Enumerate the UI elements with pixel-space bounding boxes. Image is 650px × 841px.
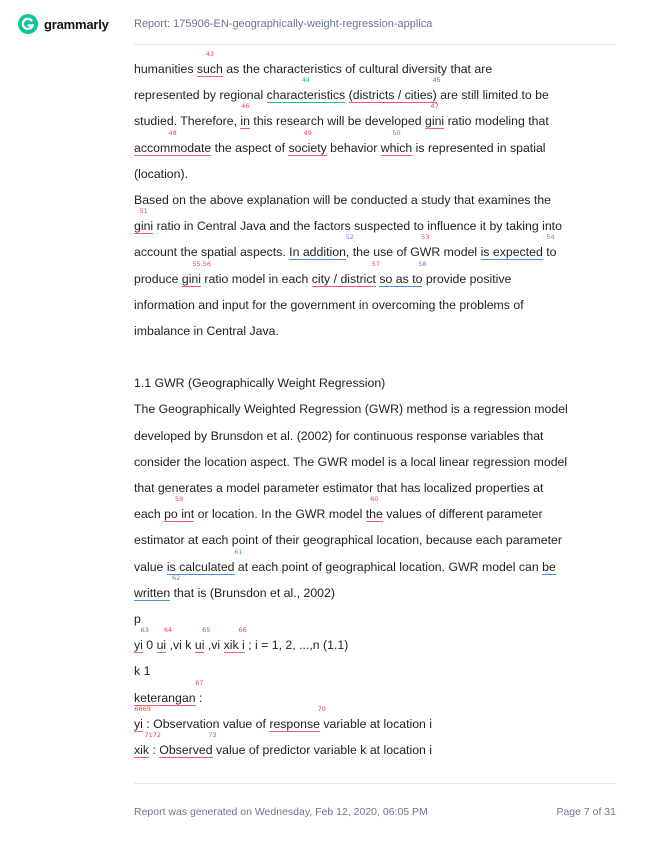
text-run: at each point of geographical location. GWR model can xyxy=(234,559,543,574)
text-line xyxy=(134,102,618,134)
text-run: : xyxy=(195,690,203,705)
header-divider xyxy=(134,44,616,45)
text-run: studied. Therefore, xyxy=(134,114,241,129)
flagged-word[interactable] xyxy=(134,678,204,706)
flagged-word[interactable] xyxy=(425,102,445,129)
text-run: each xyxy=(134,507,165,522)
flagged-word[interactable] xyxy=(365,495,383,522)
suggestion-marker: 70 xyxy=(317,704,326,713)
flagged-word[interactable] xyxy=(289,233,354,260)
text-run: : xyxy=(149,743,160,758)
flagged-text: (districts / cities) xyxy=(348,88,437,103)
flagged-text: so as to xyxy=(379,271,423,286)
text-line xyxy=(134,704,618,740)
suggestion-marker: 47 xyxy=(430,102,439,111)
page-number: Page 7 of 31 xyxy=(556,806,616,818)
flagged-text: gini xyxy=(425,114,445,129)
flagged-word[interactable] xyxy=(134,704,151,732)
flagged-text: yi xyxy=(134,638,143,653)
flagged-text: GWR xyxy=(410,245,441,260)
text-line xyxy=(134,259,618,292)
flagged-text: xik xyxy=(134,743,150,758)
suggestion-marker: 63 xyxy=(140,626,149,635)
flagged-text: is expected xyxy=(480,245,543,260)
flagged-word[interactable] xyxy=(410,233,441,260)
flagged-word[interactable] xyxy=(223,626,247,653)
text-line xyxy=(134,495,618,527)
flagged-word[interactable] xyxy=(240,102,250,129)
text-run: value of predictor variable k at location i xyxy=(212,743,433,758)
suggestion-marker: 66 xyxy=(238,626,247,635)
text-line: estimator at each point of their geographical location, because each parameter xyxy=(134,533,562,548)
grammarly-g-icon xyxy=(18,14,38,34)
flagged-text: gini xyxy=(181,271,202,286)
suggestion-marker: 49 xyxy=(303,128,312,137)
footer-divider xyxy=(134,783,616,784)
flagged-word[interactable] xyxy=(380,128,413,156)
text-run: account the spatial aspects. xyxy=(134,245,290,260)
text-line xyxy=(134,547,618,580)
suggestion-marker: 64 xyxy=(163,626,173,635)
suggestion-marker: 61 xyxy=(234,547,243,556)
report-generated-date: Report was generated on Wednesday, Feb 12, 2020, 06:05 PM xyxy=(134,806,428,818)
flagged-word[interactable] xyxy=(266,76,346,103)
suggestion-marker: 55,56 xyxy=(192,259,212,268)
text-run: behavior xyxy=(326,140,381,155)
flagged-word[interactable] xyxy=(288,128,327,156)
text-line xyxy=(134,731,618,763)
text-run: : Observation value of xyxy=(142,716,270,731)
flagged-word[interactable] xyxy=(181,259,212,287)
text-run: values of different parameter xyxy=(382,507,543,522)
text-run: this research will be developed xyxy=(250,114,425,129)
flagged-text: characteristics xyxy=(266,88,346,103)
text-line: information and input for the government in overcoming the problems of xyxy=(134,297,524,312)
text-run: is represented in spatial xyxy=(412,140,546,155)
text-run: to xyxy=(542,245,557,260)
text-line xyxy=(134,50,618,85)
flagged-text: po int xyxy=(164,507,195,522)
flagged-word[interactable] xyxy=(542,560,556,575)
flagged-word[interactable] xyxy=(196,50,223,77)
text-run: 0 xyxy=(142,638,157,653)
flagged-text: which xyxy=(380,140,413,155)
suggestion-marker: 53 xyxy=(421,233,430,242)
suggestion-marker: 60 xyxy=(370,495,379,504)
formula-line: p xyxy=(134,612,141,627)
text-run: ,vi k xyxy=(166,638,195,653)
flagged-word[interactable] xyxy=(194,626,211,653)
section-heading: 1.1 GWR (Geographically Weight Regression) xyxy=(134,376,386,391)
flagged-word[interactable] xyxy=(164,495,195,522)
flagged-text: Observed xyxy=(159,743,213,758)
flagged-word[interactable] xyxy=(269,704,326,732)
paragraph-gap xyxy=(134,344,618,370)
suggestion-marker: 52 xyxy=(345,233,354,242)
text-run: or location. In the GWR model xyxy=(194,507,366,522)
flagged-text: yi xyxy=(134,716,143,731)
text-line: that generates a model parameter estimator that has localized properties at xyxy=(134,481,544,496)
flagged-word[interactable] xyxy=(166,547,243,575)
flagged-word[interactable] xyxy=(134,731,162,758)
text-run: ; i = 1, 2, ...,n (1.1) xyxy=(244,638,349,653)
suggestion-marker: 57 xyxy=(371,259,380,268)
text-run: that is (Brunsdon et al., 2002) xyxy=(170,585,335,600)
flagged-word[interactable] xyxy=(159,731,217,758)
text-run: ,vi xyxy=(204,638,224,653)
text-run: as the characteristics of cultural diversity that are xyxy=(222,62,493,76)
suggestion-marker: 58 xyxy=(418,259,427,268)
flagged-text: such xyxy=(196,62,223,76)
flagged-word[interactable] xyxy=(311,259,380,287)
text-run: variable at location i xyxy=(319,716,433,731)
flagged-text: ui xyxy=(194,638,205,653)
flagged-word[interactable] xyxy=(379,259,427,287)
flagged-word[interactable] xyxy=(134,207,154,234)
flagged-text: xik i xyxy=(223,638,245,653)
report-title: Report: 175906-EN-geographically-weight-regression-applica xyxy=(134,18,433,30)
text-line: The Geographically Weighted Regression (GWR) method is a regression model xyxy=(134,402,568,417)
flagged-text: keterangan xyxy=(134,690,196,705)
flagged-text: city / district xyxy=(311,271,376,286)
suggestion-marker: 50 xyxy=(392,128,401,137)
suggestion-marker: 6869 xyxy=(134,704,151,713)
text-line: consider the location aspect. The GWR model is a local linear regression model xyxy=(134,454,568,469)
text-run: value xyxy=(134,559,167,574)
flagged-text: accommodate xyxy=(134,140,212,155)
suggestion-marker: 43 xyxy=(205,50,215,58)
suggestion-marker: 51 xyxy=(139,207,148,216)
text-line xyxy=(134,573,618,606)
text-run: ratio modeling that xyxy=(444,114,549,129)
suggestion-marker: 59 xyxy=(175,495,184,504)
text-run: represented by regional xyxy=(134,88,267,103)
suggestion-marker: 54 xyxy=(546,233,555,242)
text-run: , the use of xyxy=(345,245,411,260)
formula-line: k 1 xyxy=(134,664,151,679)
flagged-text: In addition xyxy=(289,245,346,260)
text-line xyxy=(134,128,618,161)
report-header xyxy=(0,0,650,48)
text-line: imbalance in Central Java. xyxy=(134,324,279,339)
text-run: ratio model in each xyxy=(201,271,312,286)
flagged-word[interactable] xyxy=(134,128,212,156)
text-run: model xyxy=(440,245,481,260)
text-run: ratio in Central Java and the factors suspected to influence it by taking into xyxy=(153,219,562,234)
text-run: produce xyxy=(134,271,182,286)
suggestion-marker: 67 xyxy=(195,678,204,687)
flagged-text: gini xyxy=(134,219,154,234)
suggestion-marker: 65 xyxy=(202,626,211,635)
flagged-word[interactable] xyxy=(134,573,181,601)
suggestion-marker: 44 xyxy=(301,76,311,85)
suggestion-marker: 48 xyxy=(168,128,177,137)
flagged-text: society xyxy=(288,140,327,155)
text-line xyxy=(134,76,618,111)
brand-name: grammarly xyxy=(44,16,109,32)
text-line xyxy=(134,678,618,711)
flagged-text: response xyxy=(269,716,320,731)
text-line: developed by Brunsdon et al. (2002) for continuous response variables that xyxy=(134,428,544,443)
text-line: Based on the above explanation will be conducted a study that examines the xyxy=(134,193,552,208)
flagged-text: in xyxy=(240,114,250,129)
text-run: the aspect of xyxy=(211,140,289,155)
grammarly-logo xyxy=(18,14,109,34)
text-run: humanities xyxy=(134,62,197,76)
flagged-text: is calculated xyxy=(166,559,235,574)
suggestion-marker: 7172 xyxy=(144,731,162,740)
text-run: provide positive xyxy=(422,271,512,286)
flagged-word[interactable] xyxy=(348,76,441,103)
text-line: (location). xyxy=(134,166,188,181)
flagged-text: be xyxy=(542,559,556,574)
suggestion-marker: 73 xyxy=(208,731,217,740)
document-body xyxy=(134,50,618,763)
flagged-word[interactable] xyxy=(134,626,149,653)
flagged-word[interactable] xyxy=(156,626,173,653)
formula-line xyxy=(134,626,618,658)
suggestion-marker: 46 xyxy=(241,102,250,111)
text-run: are still limited to be xyxy=(436,88,549,103)
suggestion-marker: 45 xyxy=(432,76,441,85)
flagged-text: the xyxy=(365,507,383,522)
flagged-text: ui xyxy=(156,638,167,653)
suggestion-marker: 62 xyxy=(171,573,181,582)
flagged-text: written xyxy=(134,585,171,600)
text-line xyxy=(134,207,618,242)
